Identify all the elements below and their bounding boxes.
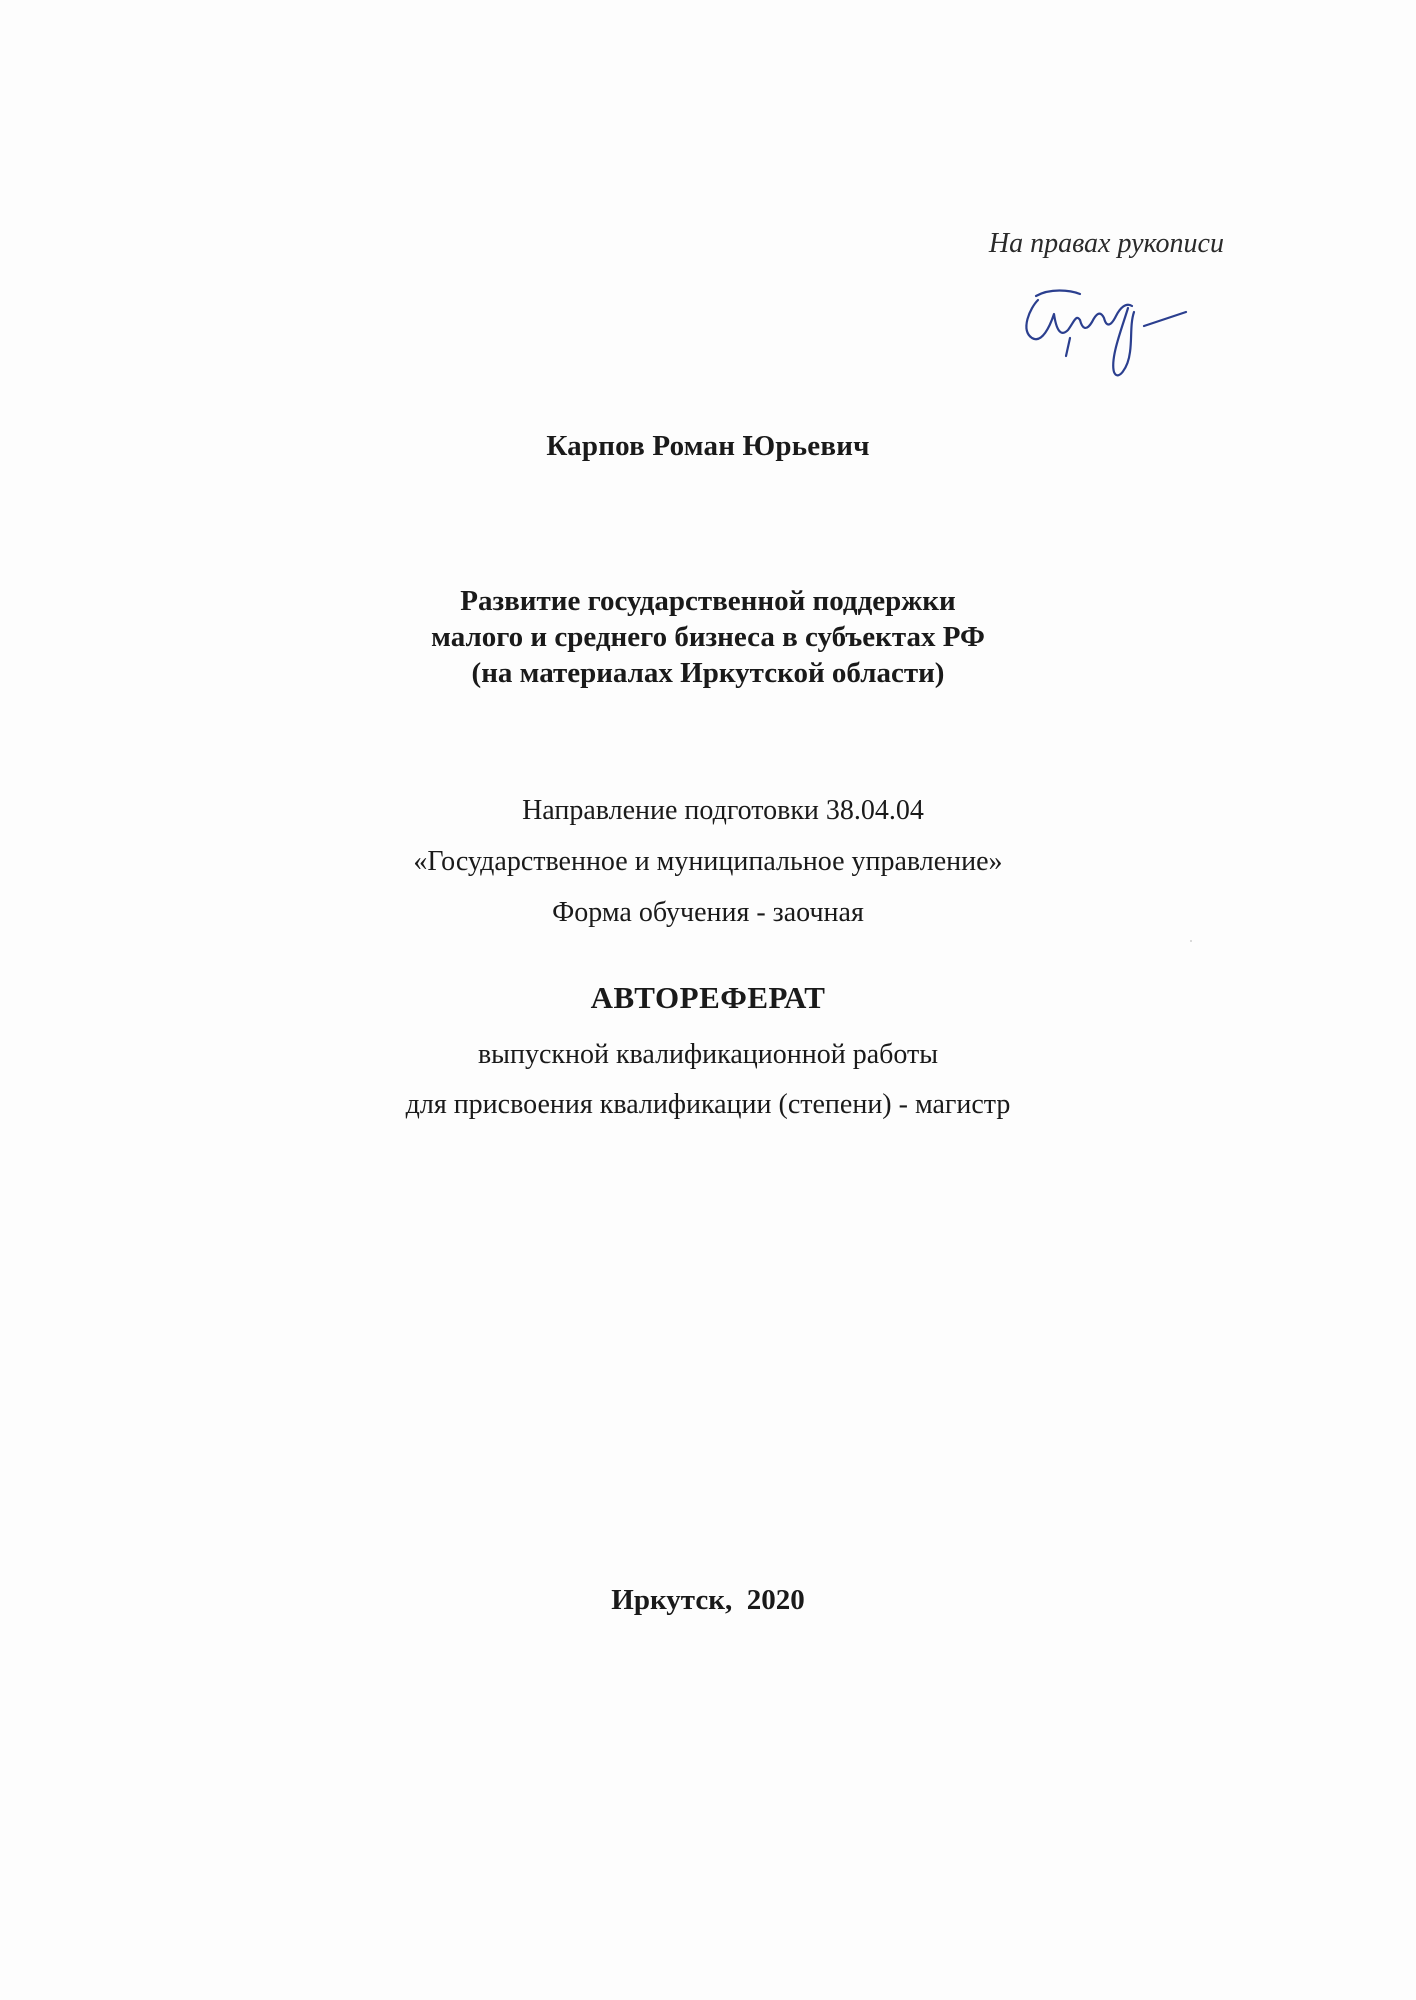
- signature-stroke-tick: [1066, 338, 1070, 356]
- abstract-info: [0, 980, 1416, 1130]
- program-info: [0, 785, 1416, 938]
- signature-stroke-dash: [1144, 312, 1186, 326]
- rights-note: На правах рукописи: [988, 228, 1224, 259]
- title-line: Развитие государственной поддержки: [460, 585, 956, 617]
- title-line: (на материалах Иркутской области): [471, 657, 945, 689]
- author-name: Карпов Роман Юрьевич: [546, 430, 870, 462]
- title-line: малого и среднего бизнеса в субъектах РФ: [431, 621, 985, 653]
- handwritten-signature-icon: [1010, 278, 1190, 388]
- place-and-year: Иркутск, 2020: [611, 1584, 805, 1616]
- abstract-heading: АВТОРЕФЕРАТ: [590, 980, 826, 1015]
- signature-stroke-main: [1026, 300, 1132, 339]
- abstract-line: для присвоения квалификации (степени) - магистр: [405, 1089, 1011, 1120]
- program-direction: Направление подготовки 38.04.04: [522, 795, 924, 826]
- program-name: «Государственное и муниципальное управление»: [413, 846, 1003, 877]
- signature-stroke-loop: [1113, 308, 1134, 375]
- thesis-title: [0, 583, 1416, 691]
- scan-speck: [1190, 940, 1192, 942]
- signature-stroke-cap: [1036, 291, 1080, 297]
- abstract-line: выпускной квалификационной работы: [477, 1039, 939, 1070]
- study-form: Форма обучения - заочная: [552, 897, 864, 928]
